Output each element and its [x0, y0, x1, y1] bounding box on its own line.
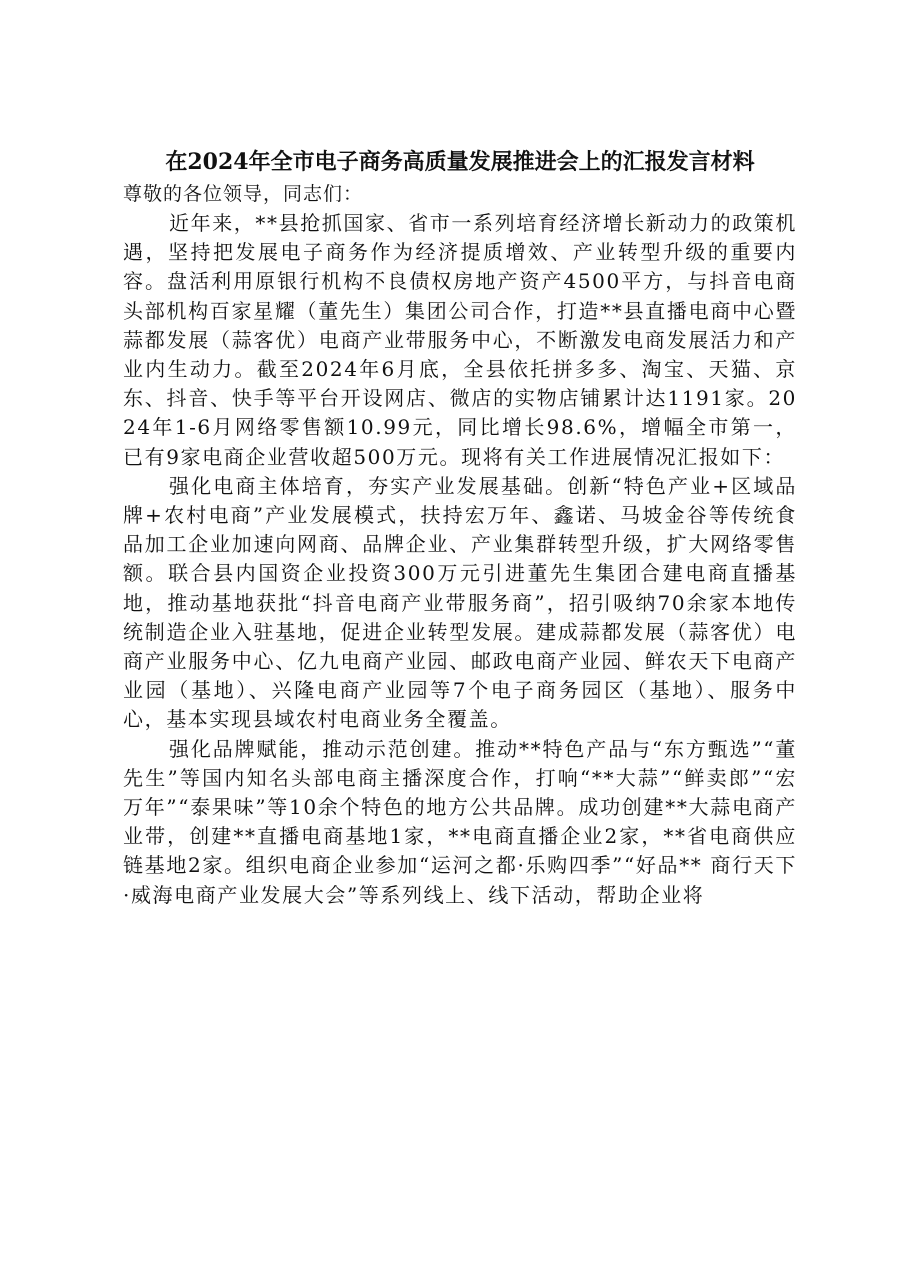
paragraph-brand-empowerment: 强化品牌赋能，推动示范创建。推动**特色产品与“东方甄选”“董先生”等国内知名头部电商主播深度合作，打响“**大蒜”“鲜卖郎”“宏万年”“泰果味”等10余个特色的地方公共品牌。成功创建**大蒜电商产业带，创建**直播电商基地1家，**电商直播企业2家，**省电商供应链基地2家。组织电商企业参加“运河之都·乐购四季”“好品** 商行天下·威海电商产业发展大会”等系列线上、线下活动，帮助企业将	[123, 736, 797, 907]
document-title: 在2024年全市电子商务高质量发展推进会上的汇报发言材料	[165, 149, 755, 175]
paragraph-intro: 近年来，**县抢抓国家、省市一系列培育经济增长新动力的政策机遇，坚持把发展电子商务作为经济提质增效、产业转型升级的重要内容。盘活利用原银行机构不良债权房地产资产4500平方，与抖音电商头部机构百家星耀（董先生）集团公司合作，打造**县直播电商中心暨蒜都发展（蒜客优）电商产业带服务中心，不断激发电商发展活力和产业内生动力。截至2024年6月底，全县依托拼多多、淘宝、天猫、京东、抖音、快手等平台开设网店、微店的实物店铺累计达1191家。2024年1-6月网络零售额10.99元，同比增长98.6%，增幅全市第一，已有9家电商企业营收超500万元。现将有关工作进展情况汇报如下：	[123, 211, 797, 469]
document-body	[123, 144, 797, 910]
paragraph-entity-cultivation: 强化电商主体培育，夯实产业发展基础。创新“特色产业+区域品牌+农村电商”产业发展模式，扶持宏万年、鑫诺、马坡金谷等传统食品加工企业加速向网商、品牌企业、产业集群转型升级，扩大网络零售额。联合县内国资企业投资300万元引进董先生集团合建电商直播基地，推动基地获批“抖音电商产业带服务商”，招引吸纳70余家本地传统制造企业入驻基地，促进企业转型发展。建成蒜都发展（蒜客优）电商产业服务中心、亿九电商产业园、邮政电商产业园、鲜农天下电商产业园（基地）、兴隆电商产业园等7个电子商务园区（基地）、服务中心，基本实现县域农村电商业务全覆盖。	[123, 473, 797, 732]
salutation: 尊敬的各位领导，同志们：	[123, 183, 364, 205]
